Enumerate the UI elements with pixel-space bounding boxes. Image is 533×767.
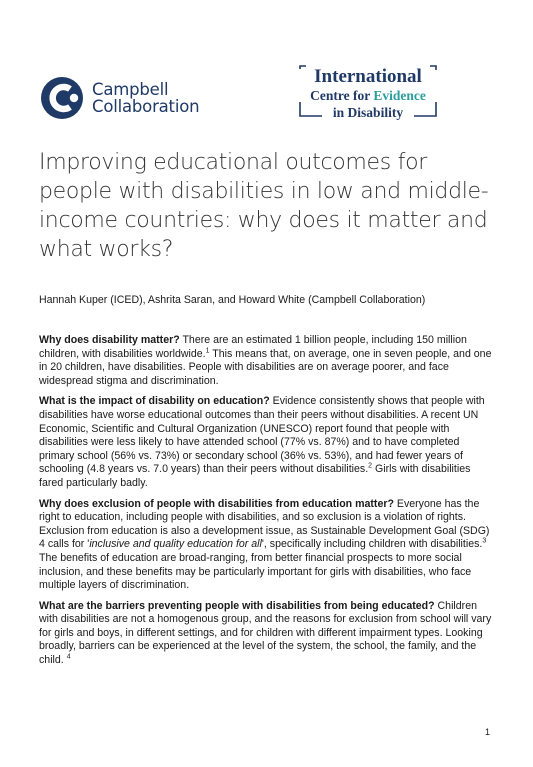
campbell-logo-line1: Campbell <box>92 80 169 99</box>
section-text: This means that, on average, one in seven people, and one in 20 children, have disabilities. People with disabilities are on average poorer, and face widespread stigma and discrimination. <box>39 347 492 387</box>
campbell-logo-wordmark <box>92 81 199 115</box>
campbell-collaboration-logo <box>40 76 210 120</box>
campbell-c-mark-icon <box>40 76 84 120</box>
iced-logo <box>292 64 444 126</box>
section-heading: Why does exclusion of people with disabilities from education matter? <box>39 497 394 510</box>
section-text: Everyone has the right to education, including people with disabilities, and so exclusion is a violation of rights. Exclusion from education is also a development issue, as Sustainable Development Goal (SDG) 4 calls for ' <box>39 497 490 551</box>
section-paragraph <box>39 600 497 668</box>
iced-logo-centre: Centre <box>310 88 350 103</box>
document-authors: Hannah Kuper (ICED), Ashrita Saran, and Howard White (Campbell Collaboration) <box>39 294 426 306</box>
section-paragraph <box>39 498 497 593</box>
section-text: The benefits of education are broad-ranging, from better financial prospects to more social inclusion, and these benefits may be particularly important for girls with disabilities, who face multiple layers of discrimination. <box>39 551 472 592</box>
footnote-ref: 2 <box>368 462 373 470</box>
section-paragraph <box>39 334 497 388</box>
section-heading: Why does disability matter? <box>39 334 180 346</box>
section-text: There are an estimated 1 billion people, including 150 million children, with disabilities worldwide. <box>39 334 467 360</box>
section-text: Evidence consistently shows that people with disabilities have worse educational outcomes than their peers without disabilities. A recent UN Economic, Scientific and Cultural Organization (UNESCO) report found that people with disabilities were less likely to have attended school (77% vs. 87%) and to have completed primary school (56% vs. 73%) or secondary school (36% vs. 53%), and had fewer years of schooling (4.8 years vs. 7.0 years) than their peers without disabilities. <box>39 395 485 476</box>
iced-logo-line2 <box>292 88 444 104</box>
footnote-ref: 3 <box>482 537 487 545</box>
section-heading: What are the barriers preventing people with disabilities from being educated? <box>39 599 435 612</box>
iced-logo-evidence: Evidence <box>373 88 426 103</box>
page-number: 1 <box>485 727 491 737</box>
iced-logo-for: for <box>349 88 374 103</box>
section-paragraph <box>39 395 497 490</box>
iced-logo-line3: in Disability <box>332 105 404 120</box>
document-body <box>39 334 497 675</box>
campbell-logo-line2: Collaboration <box>92 97 200 116</box>
section-text: Children with disabilities are not a homogenous group, and the reasons for exclusion from school will vary for girls and boys, in different settings, and for children with different impairment types. Looking broadly, barriers can be experienced at the level of the system, the school, the family, and the child. <box>39 599 492 667</box>
footnote-ref: 4 <box>66 653 71 661</box>
document-title: Improving educational outcomes for people with disabilities in low and middle-income countries: why does it matter and what works? <box>39 150 489 262</box>
footnote-ref: 1 <box>205 347 210 355</box>
section-text: Girls with disabilities fared particularly badly. <box>39 463 471 489</box>
iced-logo-line1: International <box>314 66 422 87</box>
section-emphasis: inclusive and quality education for all <box>89 538 262 551</box>
section-heading: What is the impact of disability on education? <box>39 395 270 408</box>
section-text: ', specifically including children with disabilities. <box>261 538 483 551</box>
